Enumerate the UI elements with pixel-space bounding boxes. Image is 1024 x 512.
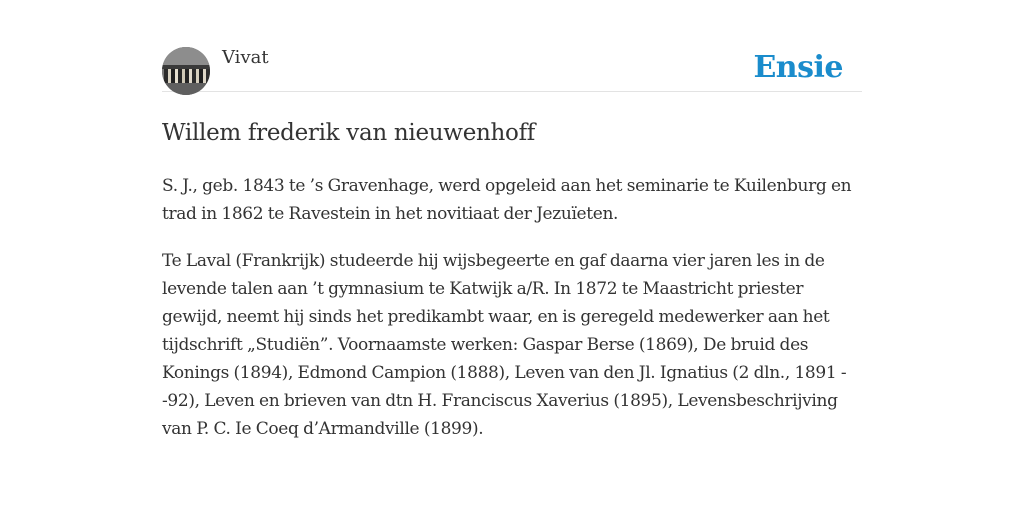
books-avatar-icon[interactable] <box>162 47 210 95</box>
brand-logo[interactable]: Ensie <box>753 50 843 85</box>
article-paragraph: Te Laval (Frankrijk) studeerde hij wijsbegeerte en gaf daarna vier jaren les in de levende talen aan ’t gymnasium te Katwijk a/R. In 1872 te Maastricht priester gewijd, neemt hij sinds het predikambt waar, en is geregeld medewerker aan het tijdschrift „Studiën”. Voornaamste werken: Gaspar Berse (1869), De bruid des Konings (1894), Edmond Campion (1888), Leven van den Jl. Ignatius (2 dln., 1891 - -92), Leven en brieven van dtn H. Franciscus Xaverius (1895), Levensbeschrijving van P. C. Ie Coeq d’Armandville (1899). <box>162 251 847 439</box>
article-paragraph: S. J., geb. 1843 te ’s Gravenhage, werd opgeleid aan het seminarie te Kuilenburg en trad in 1862 te Ravestein in het novitiaat der Jezuïeten. <box>162 176 852 224</box>
source-name[interactable]: Vivat <box>222 47 269 68</box>
article-header <box>162 46 862 92</box>
article-card <box>162 46 862 443</box>
article-title: Willem frederik van nieuwenhoff <box>162 120 536 146</box>
